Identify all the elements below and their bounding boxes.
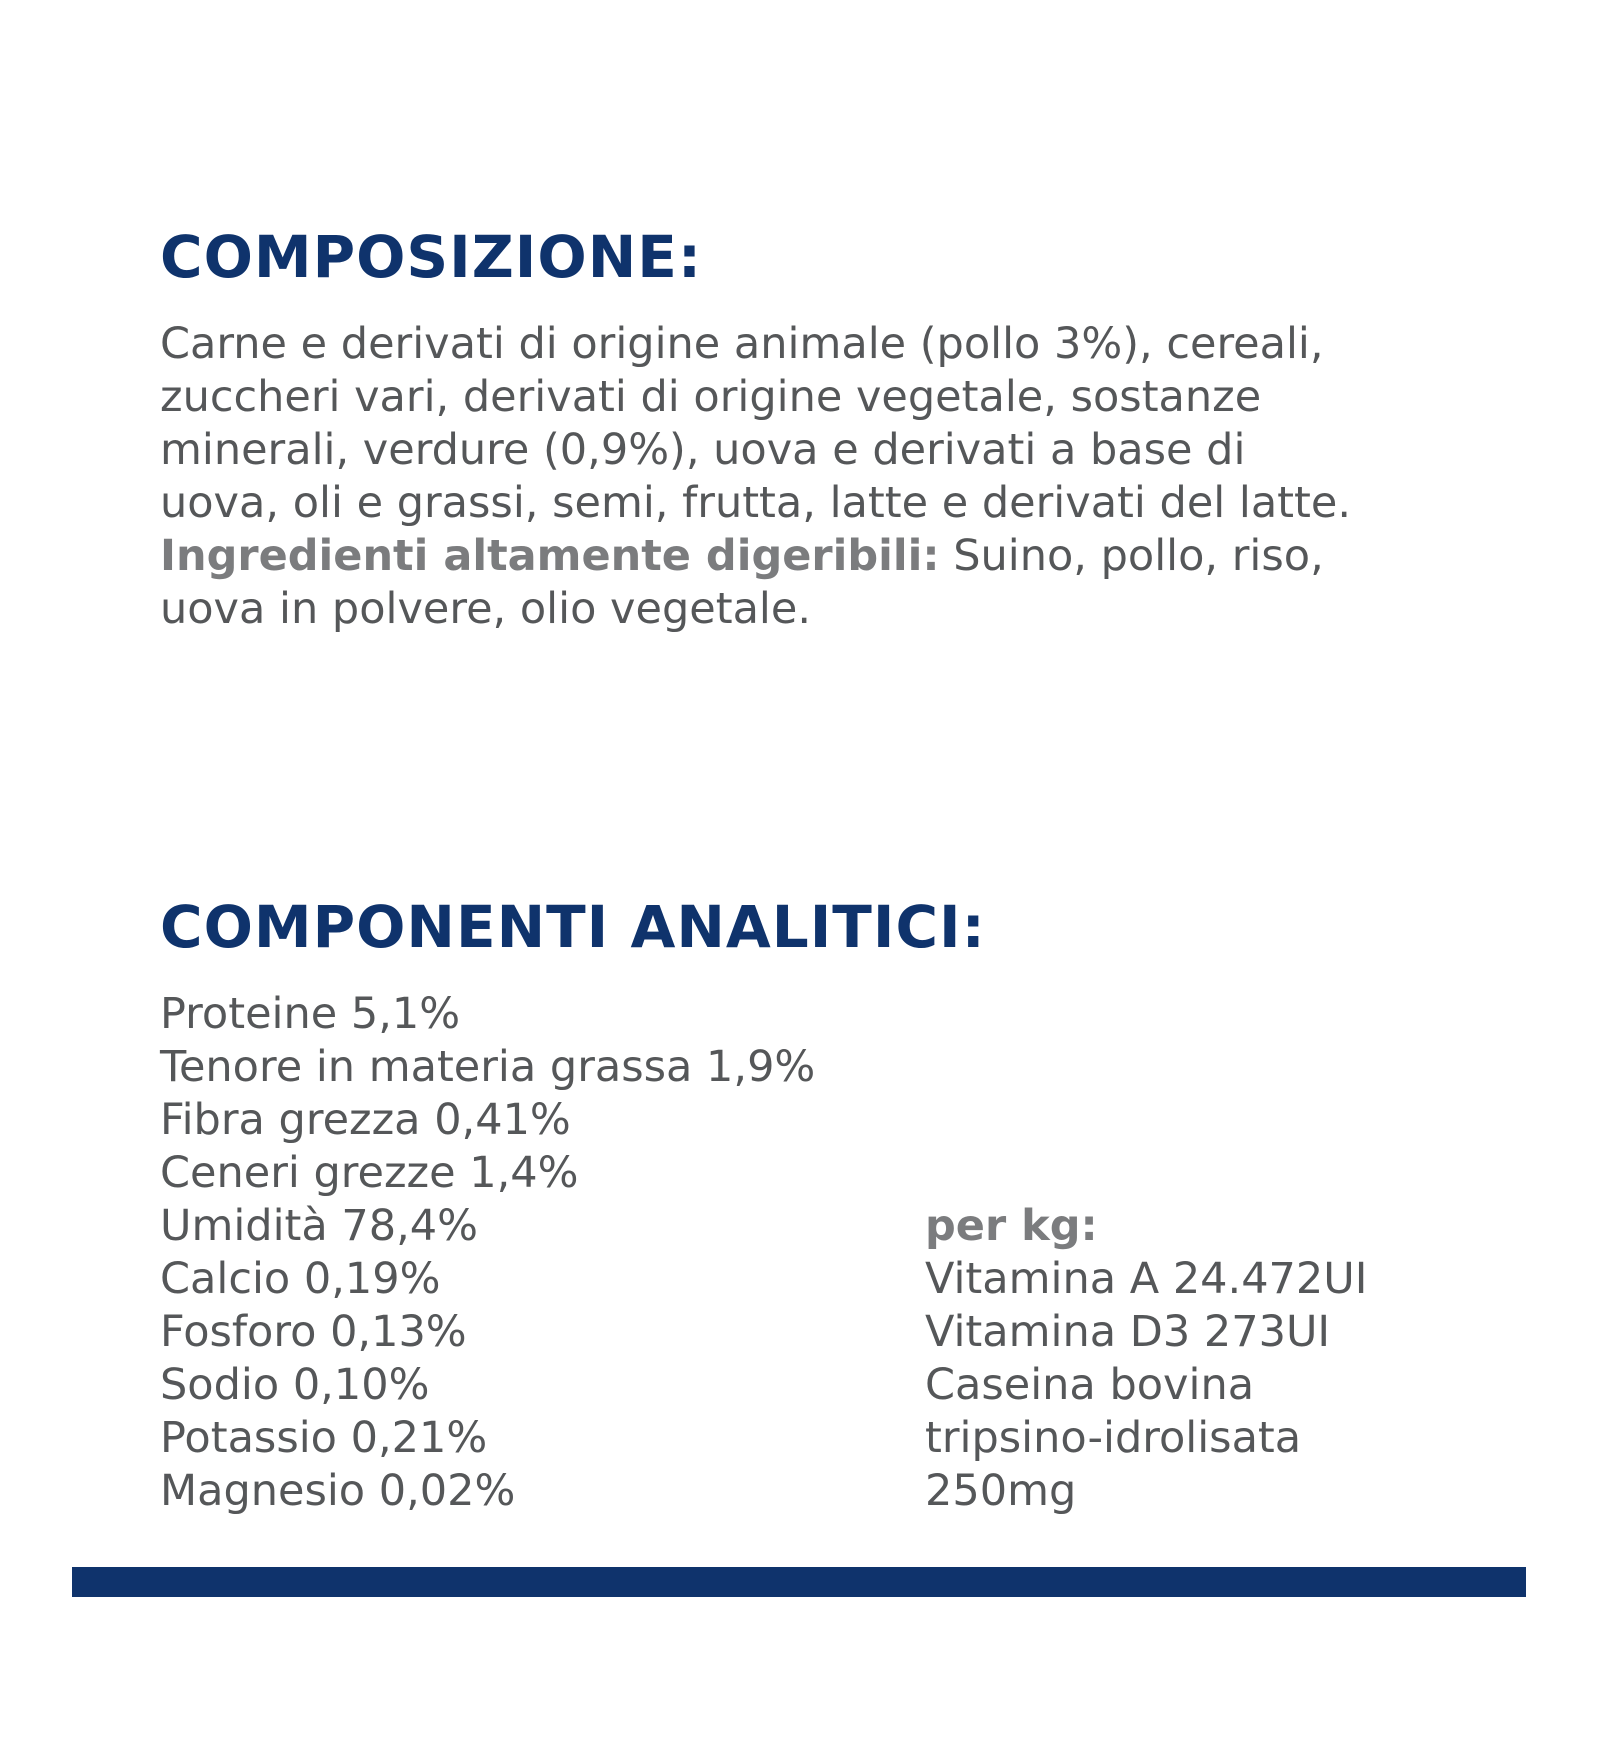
composition-text <box>160 318 1470 636</box>
composition-heading: COMPOSIZIONE: <box>160 223 703 291</box>
composition-line: zuccheri vari, derivati di origine vegetale, sostanze <box>160 372 1262 422</box>
analytical-item: Fosforo 0,13% <box>160 1307 467 1357</box>
digestible-ingredients: Suino, pollo, riso, <box>939 531 1324 581</box>
analytical-item: Calcio 0,19% <box>160 1254 441 1304</box>
composition-line: minerali, verdure (0,9%), uova e derivati a base di <box>160 425 1246 475</box>
per-kg-item: Vitamina D3 273UI <box>925 1307 1331 1357</box>
analytical-item: Sodio 0,10% <box>160 1360 430 1410</box>
per-kg-list <box>925 1253 1367 1518</box>
analytical-item: Proteine 5,1% <box>160 989 461 1039</box>
digestible-label: Ingredienti altamente digeribili: <box>160 531 940 581</box>
analytical-item: Magnesio 0,02% <box>160 1466 516 1516</box>
per-kg-item: Vitamina A 24.472UI <box>925 1254 1368 1304</box>
bottom-divider-bar <box>72 1567 1526 1597</box>
analytical-list <box>160 988 815 1518</box>
composition-line: uova, oli e grassi, semi, frutta, latte e derivati del latte. <box>160 478 1352 528</box>
composition-line: Carne e derivati di origine animale (pollo 3%), cereali, <box>160 319 1324 369</box>
analytical-item: Fibra grezza 0,41% <box>160 1095 571 1145</box>
analytical-heading: COMPONENTI ANALITICI: <box>160 893 986 961</box>
analytical-item: Potassio 0,21% <box>160 1413 488 1463</box>
per-kg-item: tripsino-idrolisata <box>925 1413 1302 1463</box>
per-kg-block <box>925 1200 1367 1518</box>
per-kg-item: Caseina bovina <box>925 1360 1255 1410</box>
digestible-line <box>160 530 1470 583</box>
digestible-line-continued: uova in polvere, olio vegetale. <box>160 584 811 634</box>
analytical-item: Ceneri grezze 1,4% <box>160 1148 579 1198</box>
analytical-item: Tenore in materia grassa 1,9% <box>160 1042 816 1092</box>
analytical-item: Umidità 78,4% <box>160 1201 479 1251</box>
per-kg-label: per kg: <box>925 1201 1098 1251</box>
per-kg-item: 250mg <box>925 1466 1077 1516</box>
